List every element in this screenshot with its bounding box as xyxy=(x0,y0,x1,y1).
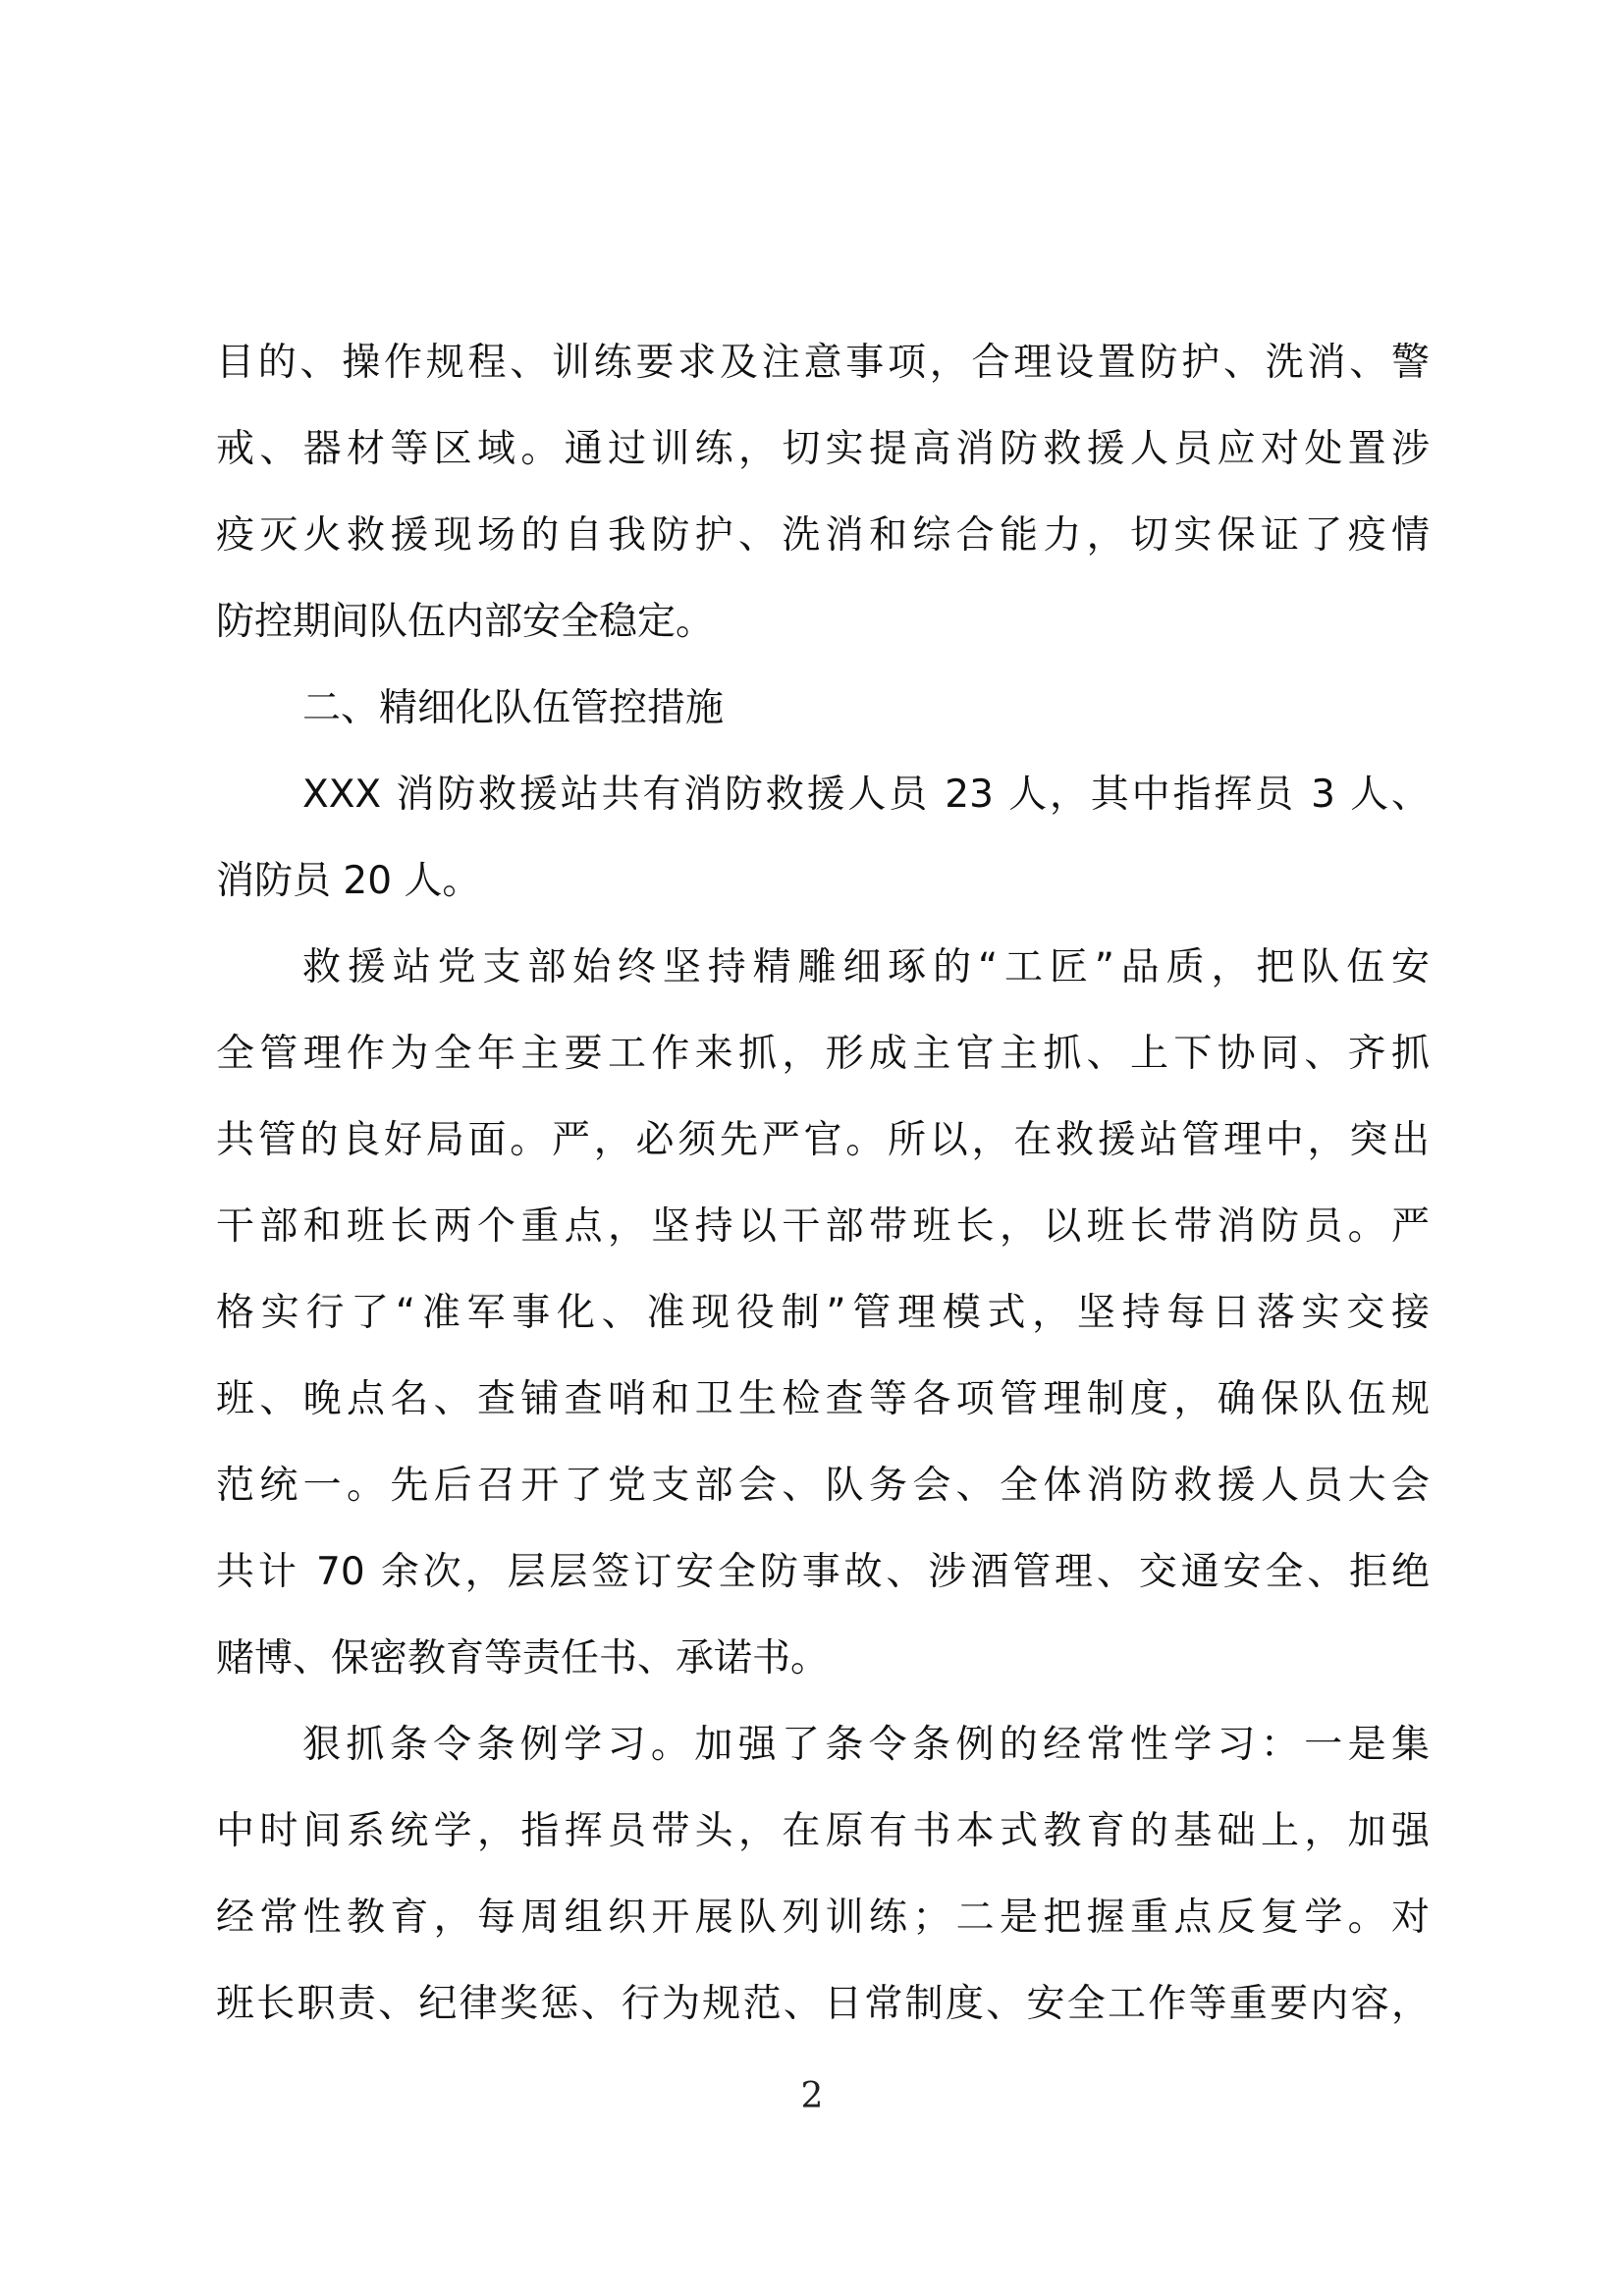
text-line: 赌博、保密教育等责任书、承诺书。 xyxy=(216,1636,830,1681)
text-line: 共管的良好局面。严，必须先严官。所以，在救援站管理中，突出 xyxy=(216,1118,1430,1162)
text-line: 全管理作为全年主要工作来抓，形成主官主抓、上下协同、齐抓 xyxy=(216,1032,1430,1076)
text-line: 干部和班长两个重点，坚持以干部带班长，以班长带消防员。严 xyxy=(216,1204,1430,1249)
text-line: 格实行了“准军事化、准现役制”管理模式，坚持每日落实交接 xyxy=(216,1291,1430,1335)
text-line: 防控期间队伍内部安全稳定。 xyxy=(216,600,715,644)
text-line: 疫灭火救援现场的自我防护、洗消和综合能力，切实保证了疫情 xyxy=(216,513,1430,558)
page-number: 2 xyxy=(800,2076,824,2116)
text-line: 狠抓条令条例学习。加强了条令条例的经常性学习：一是集 xyxy=(302,1723,1430,1767)
text-line: 范统一。先后召开了党支部会、队务会、全体消防救援人员大会 xyxy=(216,1464,1430,1508)
text-line: 戒、器材等区域。通过训练，切实提高消防救援人员应对处置涉 xyxy=(216,427,1430,471)
text-line: 中时间系统学，指挥员带头，在原有书本式教育的基础上，加强 xyxy=(216,1809,1430,1853)
text-line: 共计 70 余次，层层签订安全防事故、涉酒管理、交通安全、拒绝 xyxy=(216,1550,1430,1594)
document-body xyxy=(216,320,1430,2048)
text-line: 班、晚点名、查铺查哨和卫生检查等各项管理制度，确保队伍规 xyxy=(216,1377,1430,1421)
text-line: 消防员 20 人。 xyxy=(216,859,481,903)
text-line: 救援站党支部始终坚持精雕细琢的“工匠”品质，把队伍安 xyxy=(302,945,1430,989)
text-line: 目的、操作规程、训练要求及注意事项，合理设置防护、洗消、警 xyxy=(216,341,1430,385)
text-line: 经常性教育，每周组织开展队列训练；二是把握重点反复学。对 xyxy=(216,1896,1430,1940)
text-line: 班长职责、纪律奖惩、行为规范、日常制度、安全工作等重要内容， xyxy=(216,1982,1430,2026)
section-heading: 二、精细化队伍管控措施 xyxy=(302,686,725,730)
text-line: XXX 消防救援站共有消防救援人员 23 人，其中指挥员 3 人、 xyxy=(302,773,1430,817)
